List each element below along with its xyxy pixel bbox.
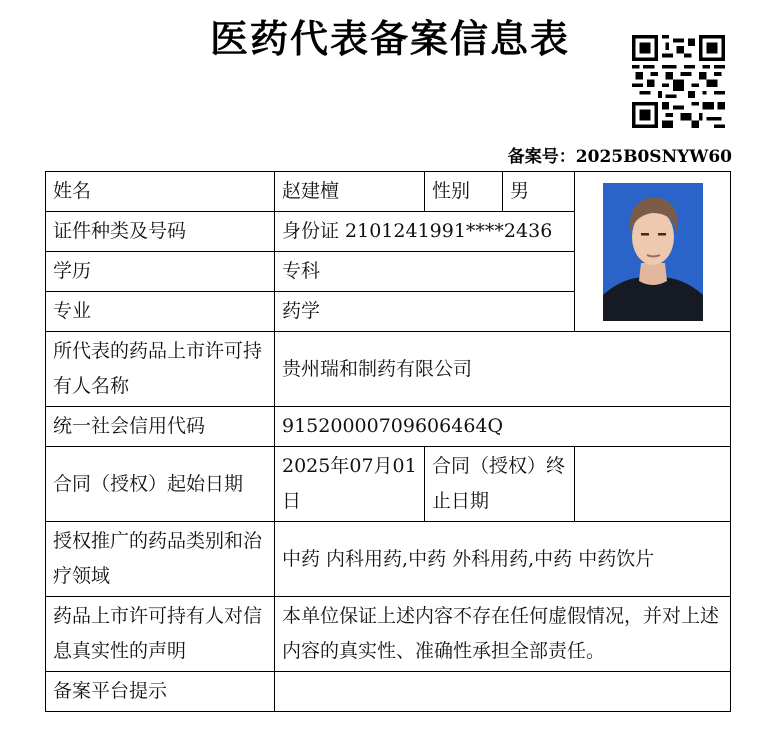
photo-cell: [575, 172, 731, 332]
label-holder: 所代表的药品上市许可持有人名称: [46, 332, 275, 407]
label-end-date: 合同（授权）终止日期: [425, 447, 575, 522]
value-declaration: 本单位保证上述内容不存在任何虚假情况，并对上述内容的真实性、准确性承担全部责任。: [275, 597, 731, 672]
qr-code: [632, 35, 725, 128]
avatar: [603, 183, 703, 321]
label-name: 姓名: [46, 172, 275, 212]
label-credit-code: 统一社会信用代码: [46, 407, 275, 447]
row-holder: [46, 332, 731, 407]
label-category: 授权推广的药品类别和治疗领域: [46, 522, 275, 597]
label-gender: 性别: [425, 172, 503, 212]
value-education: 专科: [275, 252, 575, 292]
record-number: [508, 142, 732, 167]
page-title: 医药代表备案信息表: [209, 17, 570, 61]
value-gender: 男: [503, 172, 575, 212]
row-platform: [46, 672, 731, 712]
record-number-value: 2025B0SNYW60: [575, 147, 732, 167]
info-table: [45, 171, 731, 712]
value-start-date: 2025年07月01日: [275, 447, 425, 522]
value-holder: 贵州瑞和制药有限公司: [275, 332, 731, 407]
record-number-label: 备案号：: [507, 147, 576, 167]
label-major: 专业: [46, 292, 275, 332]
row-category: [46, 522, 731, 597]
label-declaration: 药品上市许可持有人对信息真实性的声明: [46, 597, 275, 672]
label-start-date: 合同（授权）起始日期: [46, 447, 275, 522]
value-category: 中药 内科用药,中药 外科用药,中药 中药饮片: [275, 522, 731, 597]
value-id: 身份证 2101241991****2436: [275, 212, 575, 252]
label-education: 学历: [46, 252, 275, 292]
row-declaration: [46, 597, 731, 672]
value-platform: [275, 672, 731, 712]
row-name: [46, 172, 731, 212]
value-major: 药学: [275, 292, 575, 332]
value-name: 赵建檀: [275, 172, 425, 212]
label-id: 证件种类及号码: [46, 212, 275, 252]
row-credit-code: [46, 407, 731, 447]
row-dates: [46, 447, 731, 522]
label-platform: 备案平台提示: [46, 672, 275, 712]
value-end-date: [575, 447, 731, 522]
value-credit-code: 91520000709606464Q: [275, 407, 731, 447]
